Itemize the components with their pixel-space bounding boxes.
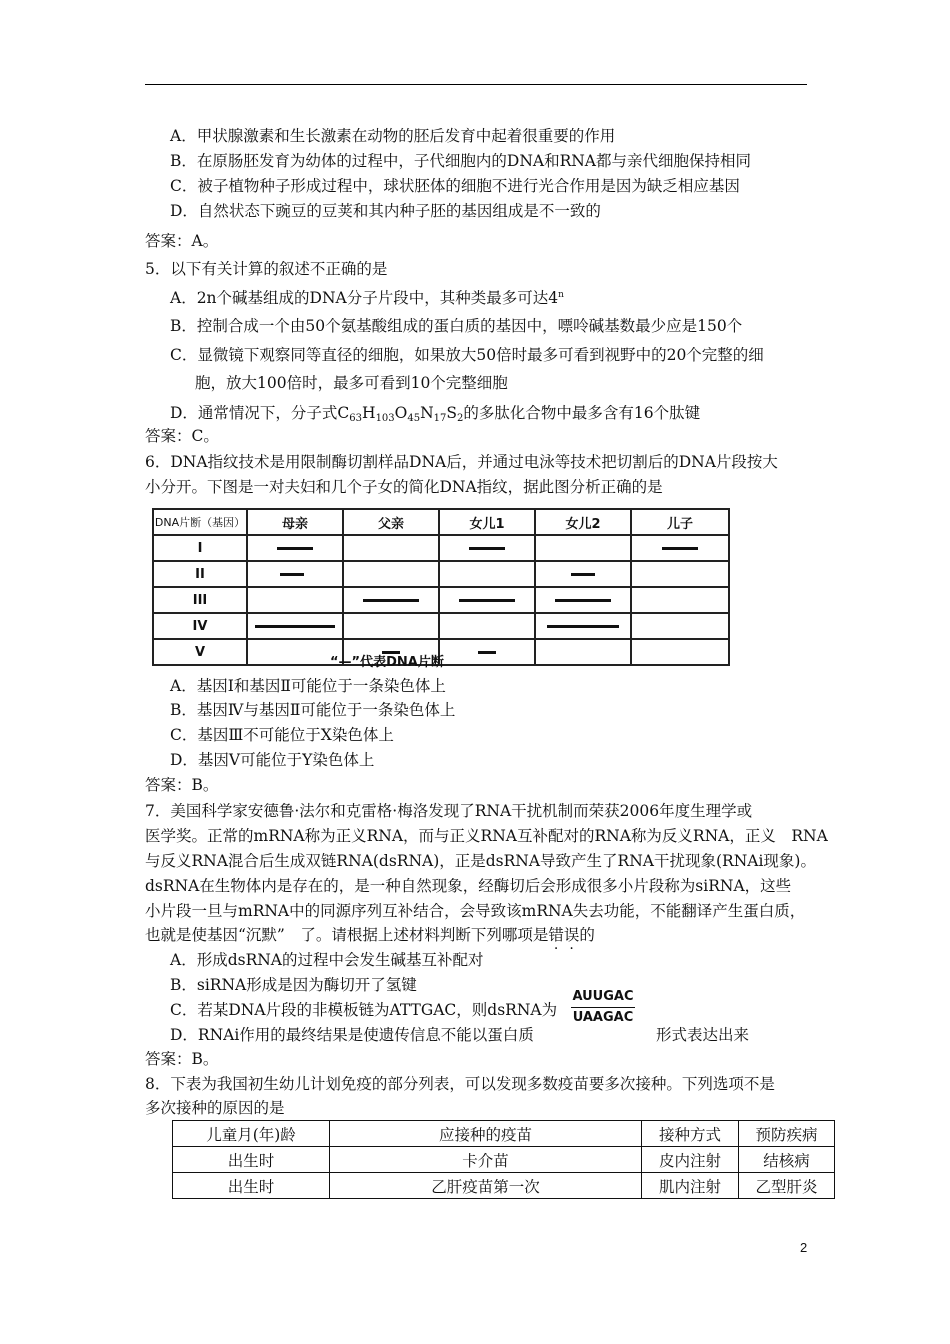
table-row — [173, 1173, 835, 1199]
q6-stem-line1: 6．DNA指纹技术是用限制酶切割样品DNA后，并通过电泳等技术把切割后的DNA片段按大 — [145, 453, 778, 471]
dna-row-label-3: III — [153, 587, 247, 613]
dna-band — [662, 547, 698, 550]
q5-option-b: B．控制合成一个由50个氨基酸组成的蛋白质的基因中，嘌呤碱基数最少应是150个 — [170, 317, 743, 335]
q4-option-c: C．被子植物种子形成过程中，球状胚体的细胞不进行光合作用是因为缺乏相应基因 — [170, 177, 740, 195]
page-number: 2 — [800, 1240, 808, 1255]
dna-fingerprint-table — [152, 508, 728, 660]
q4-answer: 答案：A。 — [145, 232, 219, 250]
vaccine-header-method: 接种方式 — [642, 1121, 739, 1147]
q6-option-a: A．基因Ⅰ和基因Ⅱ可能位于一条染色体上 — [170, 677, 446, 695]
dna-band — [280, 573, 304, 576]
q6-option-c: C．基因Ⅲ不可能位于X染色体上 — [170, 726, 394, 744]
q5-d-sub3: 45 — [407, 413, 421, 424]
q7-answer: 答案：B。 — [145, 1050, 219, 1068]
q4-option-d: D．自然状态下豌豆的豆荚和其内种子胚的基因组成是不一致的 — [170, 202, 601, 220]
q5-d-h: H — [362, 404, 376, 422]
q7-emphasis-1: 错 — [548, 926, 564, 944]
q8-stem-line2: 多次接种的原因的是 — [145, 1099, 285, 1117]
dna-band — [255, 625, 335, 628]
q7-line6-post: 的 — [579, 926, 595, 944]
dna-row-label-1: I — [153, 535, 247, 561]
q5-option-c-line1: C．显微镜下观察同等直径的细胞，如果放大50倍时最多可看到视野中的20个完整的细 — [170, 346, 764, 364]
q5-d-sub2: 103 — [375, 413, 395, 424]
q5-d-o: O — [394, 404, 408, 422]
q5-d-n: N — [420, 404, 434, 422]
q5-option-d — [170, 402, 700, 424]
dna-legend: “—”代表DNA片断 — [330, 655, 444, 670]
q7-option-a: A．形成dsRNA的过程中会发生碱基互补配对 — [170, 951, 484, 969]
dna-header-father: 父亲 — [343, 509, 439, 535]
dna-band — [363, 599, 419, 602]
dna-header-daughter1: 女儿1 — [439, 509, 535, 535]
q7-option-c: C．若某DNA片段的非模板链为ATTGAC，则dsRNA为 — [170, 1001, 558, 1019]
dsrna-fraction — [571, 988, 635, 1027]
vaccine-cell: 乙肝疫苗第一次 — [330, 1173, 642, 1199]
dna-band — [478, 651, 496, 654]
q7-option-b: B．siRNA形成是因为酶切开了氢键 — [170, 976, 417, 994]
dna-header-gene: DNA片断（基因） — [153, 509, 247, 535]
q5-d-post: 的多肽化合物中最多含有16个肽键 — [463, 404, 701, 422]
q7-line5: 小片段一旦与mRNA中的同源序列互补结合，会导致该mRNA失去功能，不能翻译产生蛋白质， — [145, 902, 806, 920]
q5-d-sub1: 63 — [349, 413, 363, 424]
q7-line3: 与反义RNA混合后生成双链RNA(dsRNA)，正是dsRNA导致产生了RNA干扰现象(RNAi现象)。 — [145, 852, 816, 870]
q5-answer: 答案：C。 — [145, 427, 219, 445]
q5-option-c-line2: 胞，放大100倍时，最多可看到10个完整细胞 — [195, 374, 508, 392]
q7-option-d-pre: D．RNAi作用的最终结果是使遗传信息不能以蛋白质 — [170, 1026, 534, 1044]
q6-option-d: D．基因Ⅴ可能位于Y染色体上 — [170, 751, 375, 769]
q7-line4: dsRNA在生物体内是存在的，是一种自然现象，经酶切后会形成很多小片段称为siRNA，这些 — [145, 877, 792, 895]
vaccine-cell: 结核病 — [739, 1147, 835, 1173]
dna-row-label-5: V — [153, 639, 247, 665]
q6-option-b: B．基因Ⅳ与基因Ⅱ可能位于一条染色体上 — [170, 701, 456, 719]
fraction-bar — [571, 1007, 635, 1008]
dna-band — [277, 547, 313, 550]
dna-header-daughter2: 女儿2 — [535, 509, 631, 535]
dna-row-label-4: IV — [153, 613, 247, 639]
q7-line6 — [145, 924, 595, 946]
q7-option-d-post: 形式表达出来 — [656, 1026, 750, 1044]
vaccine-cell: 肌内注射 — [642, 1173, 739, 1199]
q8-stem-line1: 8．下表为我国初生幼儿计划免疫的部分列表，可以发现多数疫苗要多次接种。下列选项不是 — [145, 1075, 775, 1093]
dna-band — [459, 599, 515, 602]
dna-band — [555, 599, 611, 602]
header-rule — [145, 84, 807, 85]
vaccine-cell: 皮内注射 — [642, 1147, 739, 1173]
q7-line6-pre: 也就是使基因“沉默” 了。请根据上述材料判断下列哪项是 — [145, 926, 549, 944]
vaccine-table — [172, 1120, 834, 1199]
dsrna-top-strand: AUUGAC — [572, 989, 634, 1004]
q5-d-pre: D．通常情况下，分子式C — [170, 404, 350, 422]
q6-answer: 答案：B。 — [145, 776, 219, 794]
q4-option-b: B．在原肠胚发育为幼体的过程中，子代细胞内的DNA和RNA都与亲代细胞保持相同 — [170, 152, 752, 170]
q6-stem-line2: 小分开。下图是一对夫妇和几个子女的简化DNA指纹，据此图分析正确的是 — [145, 478, 663, 496]
dna-header-son: 儿子 — [631, 509, 729, 535]
vaccine-cell: 卡介苗 — [330, 1147, 642, 1173]
q5-option-a — [170, 287, 564, 309]
vaccine-cell: 出生时 — [173, 1147, 330, 1173]
q7-line2: 医学奖。正常的mRNA称为正义RNA，而与正义RNA互补配对的RNA称为反义RNA，正义 RNA — [145, 827, 828, 845]
q5-d-s: S — [446, 404, 458, 422]
dna-header-mother: 母亲 — [247, 509, 343, 535]
q4-option-a: A．甲状腺激素和生长激素在动物的胚后发育中起着很重要的作用 — [170, 127, 616, 145]
q7-line1: 7．美国科学家安德鲁·法尔和克雷格·梅洛发现了RNA干扰机制而荣获2006年度生理学或 — [145, 802, 753, 820]
table-row — [173, 1147, 835, 1173]
vaccine-cell: 出生时 — [173, 1173, 330, 1199]
vaccine-header-disease: 预防疾病 — [739, 1121, 835, 1147]
dna-band — [469, 547, 505, 550]
q5-option-a-exponent: n — [558, 290, 564, 300]
dsrna-bottom-strand: UAAGAC — [572, 1010, 634, 1025]
dna-row-label-2: II — [153, 561, 247, 587]
dna-band — [547, 625, 619, 628]
vaccine-header-vaccine: 应接种的疫苗 — [330, 1121, 642, 1147]
dna-band — [571, 573, 595, 576]
q5-stem: 5．以下有关计算的叙述不正确的是 — [145, 260, 388, 278]
vaccine-header-age: 儿童月(年)龄 — [173, 1121, 330, 1147]
q5-option-a-text: A．2n个碱基组成的DNA分子片段中，其种类最多可达4 — [170, 289, 559, 307]
q5-d-sub5: 2 — [457, 413, 464, 424]
vaccine-cell: 乙型肝炎 — [739, 1173, 835, 1199]
q7-emphasis-2: 误 — [563, 926, 580, 944]
q5-d-sub4: 17 — [433, 413, 447, 424]
